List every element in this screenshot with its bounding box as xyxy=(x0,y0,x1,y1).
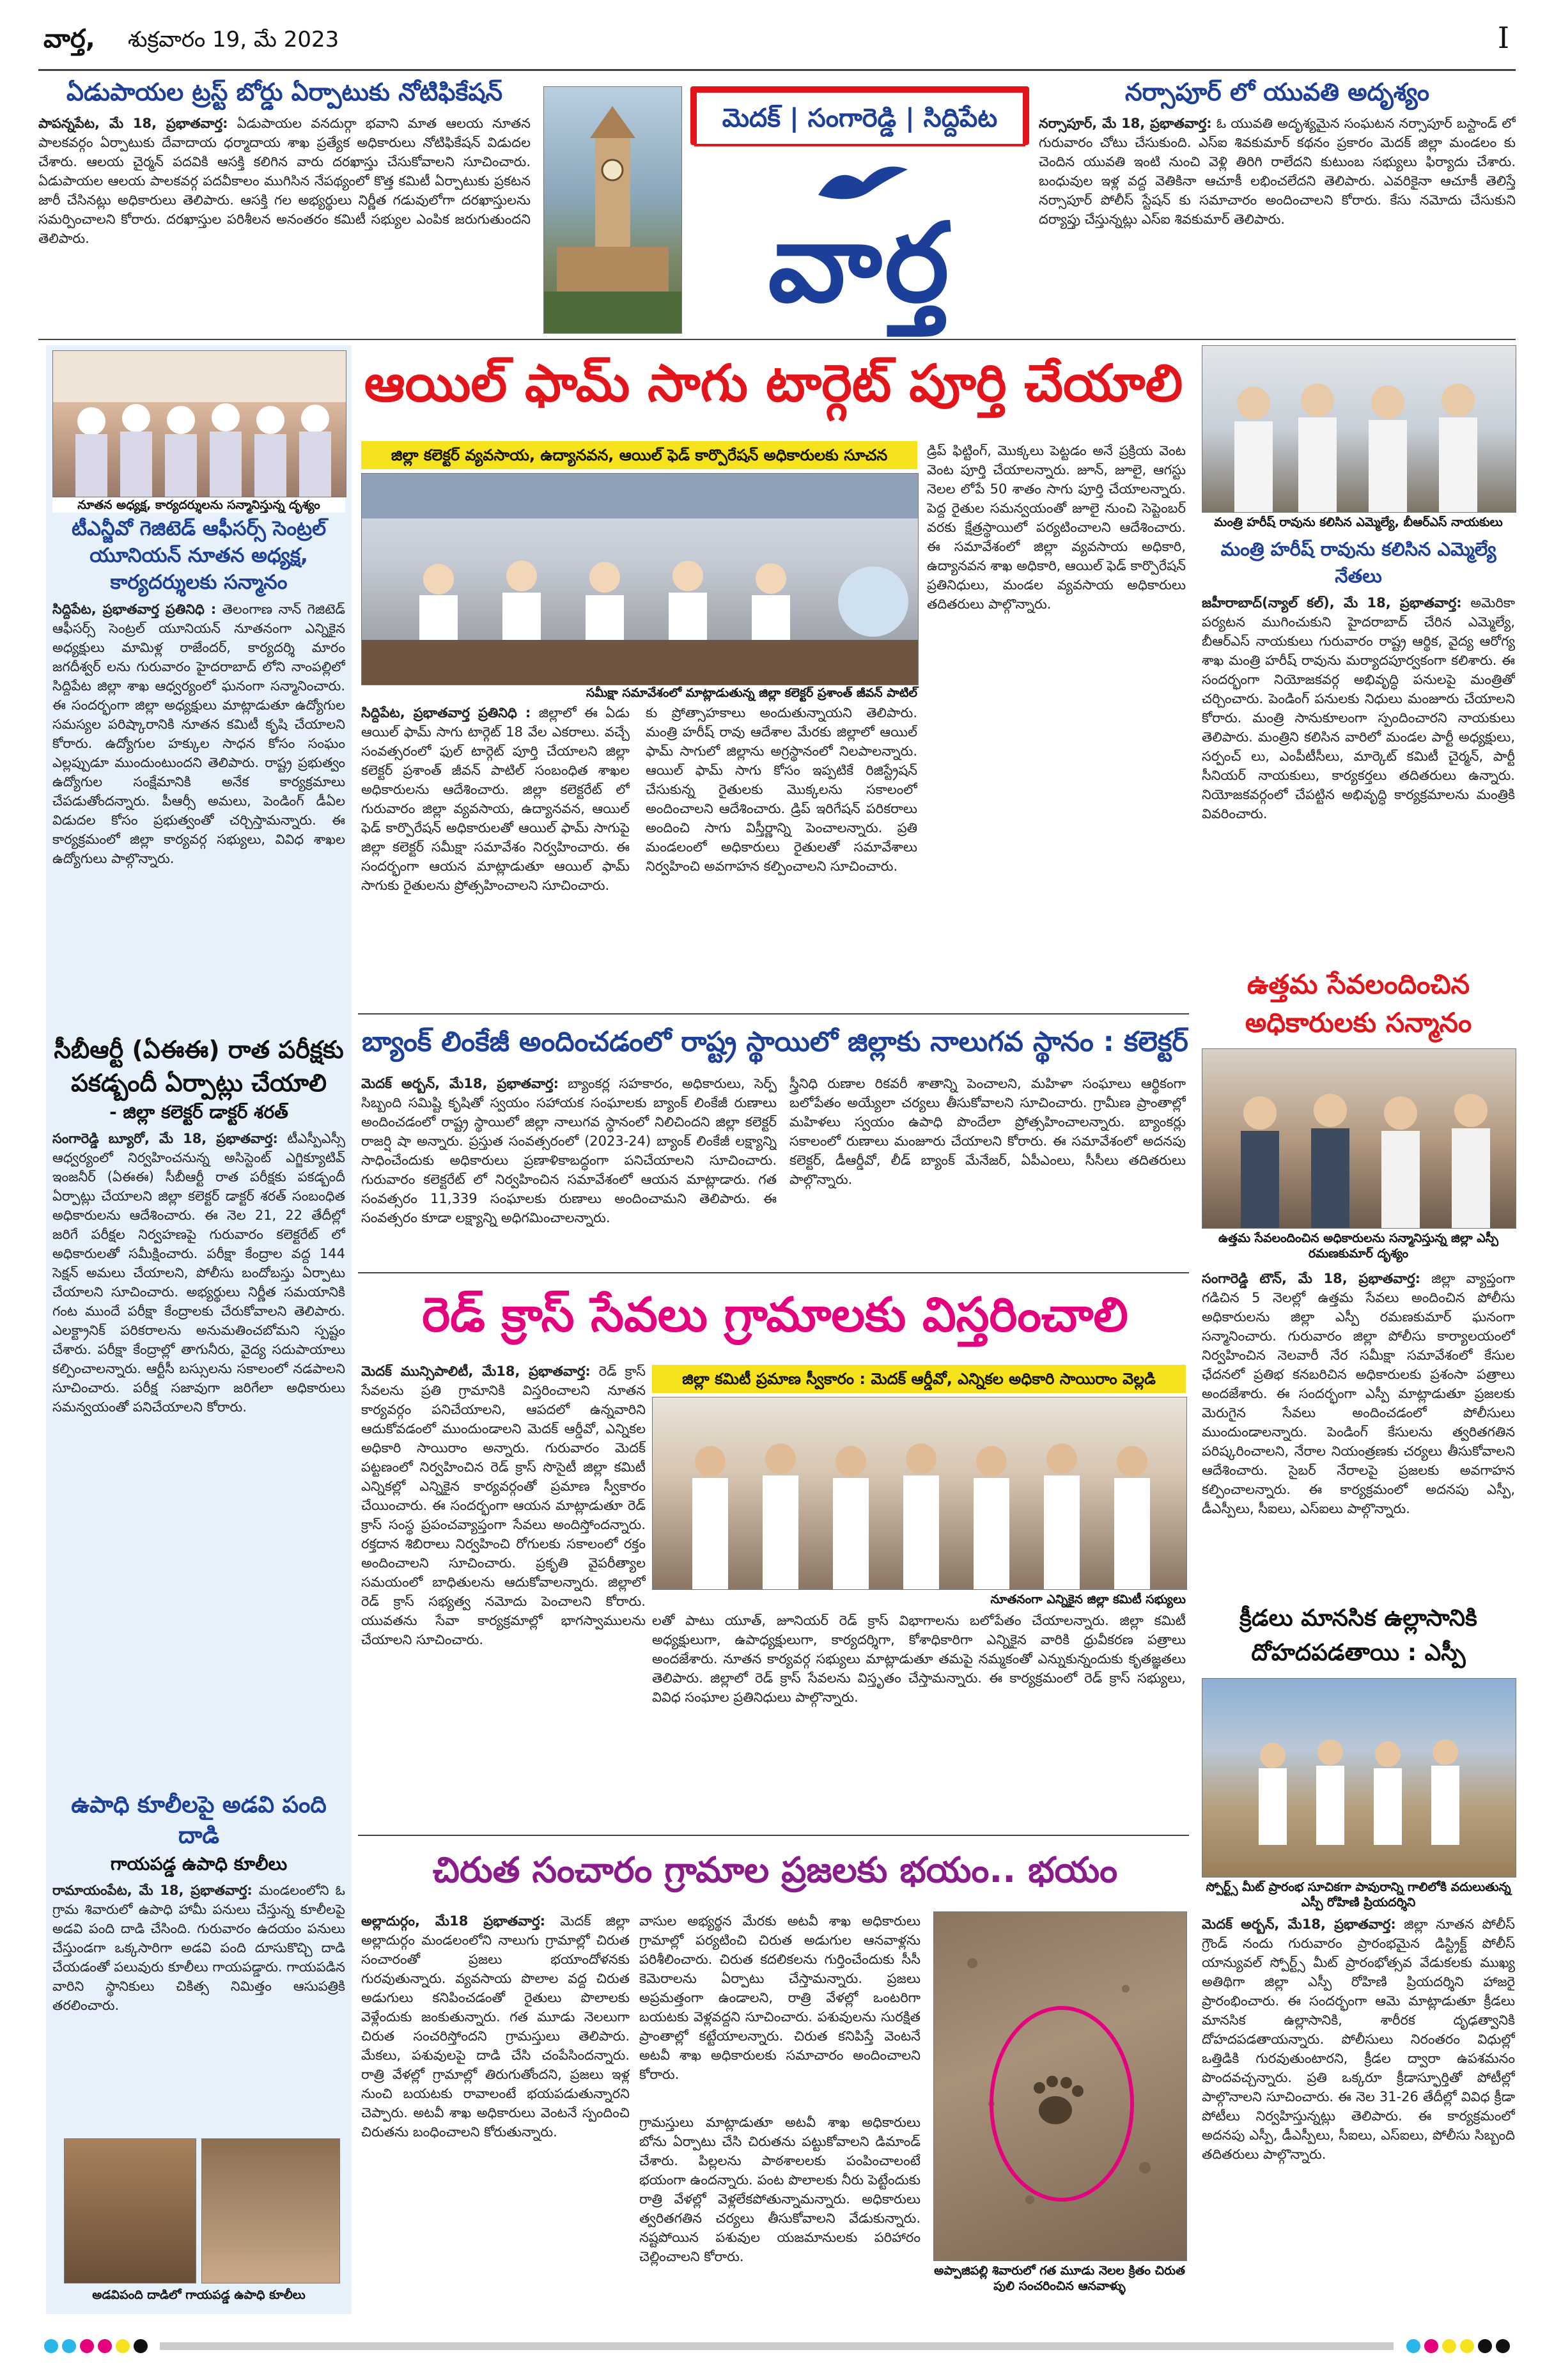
article-body xyxy=(361,703,630,1004)
body-text: అమెరికా పర్యటన ముగించుకుని హైదరాబాద్ చేరిన ఎమ్మెల్యే, బీఆర్ఎస్ నాయకులు గురువారం రాష్ట్ర ఆర్థిక, వైద్య ఆరోగ్య శాఖ మంత్రి హరీష్ రావును మర్యాదపూర్వకంగా కలిశారు. ఈ సందర్భంగా నియోజకవర్గ అభివృద్ధి పనులపై మంత్రితో చర్చించారు. పెండింగ్ పనులకు నిధులు మంజూరు చేయాలని కోరారు. మంత్రి సానుకూలంగా స్పందించారని నాయకులు తెలిపారు. మంత్రిని కలిసిన వారిలో మండల పార్టీ అధ్యక్షులు, సర్పంచ్ లు, ఎంపీటీసీలు, మార్కెట్ కమిటీ చైర్మన్, పార్టీ సీనియర్ నాయకులు, కార్యకర్తలు తదితరులు ఉన్నారు. నియోజకవర్గంలో చేపట్టిన అభివృద్ధి కార్యక్రమాలను మంత్రికి వివరించారు. xyxy=(1202,595,1515,821)
sports-headline: క్రీడలు మానసిక ఉల్లాసానికి దోహదపడతాయి : ఎస్పీ xyxy=(1239,1605,1477,1666)
article-body-col3: గ్రామస్తులు మాట్లాడుతూ అటవీ శాఖ అధికారులు బోను ఏర్పాటు చేసి చిరుతను పట్టుకోవాలని డిమాండ్ చేశారు. పిల్లలను పాఠశాలలకు పంపించాలంటే భయంగా ఉందన్నారు. పంట పొలాలకు నీరు పెట్టేందుకు రాత్రి వేళల్లో వెళ్లలేకపోతున్నామన్నారు. అధికారులు త్వరితగతిన చర్యలు తీసుకోవాలని వేడుకున్నారు. నష్టపోయిన పశువుల యజమానులకు పరిహారం చెల్లించాలని కోరారు. xyxy=(639,2115,921,2264)
section-rule xyxy=(358,1272,1189,1273)
section-rule xyxy=(38,339,1516,340)
oil-palm-photo xyxy=(361,473,919,685)
dateline: అల్లాదుర్గం, మే18 ప్రభాతవార్త: xyxy=(361,1913,545,1929)
dateline: మెదక్ మున్సిపాలిటీ, మే18, ప్రభాతవార్త: xyxy=(361,1364,591,1379)
body-text: జిల్లాలో ఈ ఏడు ఆయిల్ ఫామ్ సాగు టార్గెట్ 18 వేల ఎకరాలు. వచ్చే సంవత్సరంలో ఫుల్ టార్గెట్ పూర్తి చేయాలని జిల్లా కలెక్టర్ ప్రశాంత్ జీవన్ పాటిల్ సంబంధిత శాఖల అధికారులను ఆదేశించారు. జిల్లా కలెక్టరేట్ లో గురువారం జిల్లా వ్యవసాయ, ఉద్యానవన, ఆయిల్ ఫెడ్ కార్పొరేషన్ అధికారులతో ఆయిల్ ఫామ్ సాగుపై జిల్లా కలెక్టర్ సమీక్షా సమావేశం నిర్వహించారు. ఈ సందర్భంగా ఆయన మాట్లాడుతూ ఆయిల్ ఫామ్ సాగుకు రైతులను ప్రోత్సహించాలని సూచించారు. xyxy=(361,705,630,893)
headline: నర్సాపూర్ లో యువతి అదృశ్యం xyxy=(1124,78,1430,106)
article-body xyxy=(361,1362,646,1828)
leopard-headline: చిరుత సంచారం గ్రామాల ప్రజలకు భయం.. భయం xyxy=(432,1849,1118,1890)
article-body xyxy=(52,600,345,1028)
issue-date: శుక్రవారం 19, మే 2023 xyxy=(128,27,339,52)
sports-photo xyxy=(1202,1678,1516,1878)
body-text: జిల్లా వ్యాప్తంగా గడిచిన 5 నెలల్లో ఉత్తమ సేవలు అందించిన పోలీసు అధికారులను జిల్లా ఎస్పీ రమణకుమార్ ఘనంగా సన్మానించారు. గురువారం జిల్లా పోలీసు కార్యాలయంలో నిర్వహించిన నెలవారీ నేర సమీక్షా సమావేశంలో కేసుల ఛేదనలో ప్రతిభ కనబరిచిన అధికారులకు ప్రశంసా పత్రాలు అందజేశారు. ఈ సందర్భంగా ఎస్పీ మాట్లాడుతూ ప్రజలకు మెరుగైన సేవలు అందించడంలో పోలీసులు ముందుండాలన్నారు. పెండింగ్ కేసులను త్వరితగతిన పరిష్కరించాలని, నేరాల నియంత్రణకు చర్యలు తీసుకోవాలని ఆదేశించారు. సైబర్ నేరాలపై ప్రజలకు అవగాహన కల్పించాలన్నారు. ఈ కార్యక్రమంలో అదనపు ఎస్పీ, డీఎస్పీలు, సీఐలు, ఎస్ఐలు పాల్గొన్నారు. xyxy=(1202,1271,1515,1516)
district-banner-text: మెదక్ | సంగారెడ్డి | సిద్దిపేట xyxy=(694,90,1025,146)
article-trust-board xyxy=(38,75,531,334)
dateline: సంగారెడ్డి టౌన్, మే 18, ప్రభాతవార్త: xyxy=(1202,1271,1421,1286)
dateline: నర్సాపూర్, మే 18, ప్రభాతవార్త: xyxy=(1039,116,1212,131)
article-sports-body xyxy=(1202,1915,1515,2308)
dateline: మెదక్ అర్బన్, మే18, ప్రభాతవార్త: xyxy=(361,1076,559,1091)
body-text: టీఎస్పీఎస్సీ ఆధ్వర్యంలో నిర్వహించనున్న అసిస్టెంట్ ఎగ్జిక్యూటివ్ ఇంజనీర్ (ఏఈఈ) సీబీఆర్టీ రాత పరీక్షకు పకడ్బందీ ఏర్పాట్లు చేయాలని జిల్లా కలెక్టర్ డాక్టర్ శరత్ సంబంధిత అధికారులను ఆదేశించారు. ఈ నెల 21, 22 తేదీల్లో జరిగే పరీక్షల నిర్వహణపై గురువారం కలెక్టరేట్ లో అధికారులతో సమీక్షించారు. పరీక్షా కేంద్రాల వద్ద 144 సెక్షన్ అమలు చేయాలని, పోలీసు బందోబస్తు ఏర్పాటు చేయాలని సూచించారు. అభ్యర్థులు నిర్ణీత సమయానికి గంట ముందే పరీక్షా కేంద్రాలకు చేరుకోవాలని తెలిపారు. ఎలక్ట్రానిక్ పరికరాలను అనుమతించబోమని స్పష్టం చేశారు. పరీక్షా కేంద్రాల్లో తాగునీరు, వైద్య సదుపాయాలు కల్పించాలన్నారు. ఆర్టీసీ బస్సులను సకాలంలో నడపాలని సూచించారు. పరీక్ష సజావుగా జరిగేలా అధికారులు సమన్వయంతో పనిచేయాలని కోరారు. xyxy=(52,1131,345,1415)
article-body-col2: వాసుల అభ్యర్థన మేరకు అటవీ శాఖ అధికారులు గ్రామాల్లో పర్యటించి చిరుత అడుగుల ఆనవాళ్లను పరిశీలించారు. చిరుత కదలికలను గుర్తించేందుకు సీసీ కెమెరాలను ఏర్పాటు చేస్తామన్నారు. ప్రజలు అప్రమత్తంగా ఉండాలని, రాత్రి వేళల్లో ఒంటరిగా బయటకు వెళ్లవద్దని సూచించారు. పశువులను సురక్షిత ప్రాంతాల్లో కట్టేయాలన్నారు. చిరుత కనిపిస్తే వెంటనే అటవీ శాఖ అధికారులకు సమాచారం అందించాలని కోరారు. xyxy=(639,1913,921,2082)
headline: టీఎన్జీవో గెజిటెడ్ ఆఫీసర్స్ సెంట్రల్ యూనియన్ నూతన అధ్యక్ష, కార్యదర్శులకు సన్మానం xyxy=(71,517,327,594)
article-upadhi xyxy=(52,1790,345,2135)
footer-registration-bar xyxy=(38,2327,1516,2365)
subhead: గాయపడ్డ ఉపాధి కూలీలు xyxy=(110,1853,288,1874)
photo-caption: అప్పాజిపల్లి శివారులో గత మూడు నెలల క్రితం చిరుత పులి సంచరించిన ఆనవాళ్ళు xyxy=(934,2264,1185,2293)
headline: ఏడుపాయల ట్రస్ట్ బోర్డు ఏర్పాటుకు నోటిఫికేషన్ xyxy=(66,78,503,106)
body-text: బ్యాంకర్ల సహకారం, అధికారులు, సెర్ప్ సిబ్బంది సమిష్టి కృషితో స్వయం సహాయక సంఘాలకు బ్యాంక్ లింకేజీ రుణాలు అందించడంలో రాష్ట్ర స్థాయిలో జిల్లా నాలుగవ స్థానంలో నిలిచిందని జిల్లా కలెక్టర్ రాజర్షి షా అన్నారు. ప్రస్తుత సంవత్సరంలో (2023-24) బ్యాంక్ లింకేజీ లక్ష్యాన్ని సాధించేందుకు అధికారులు ప్రణాళికాబద్ధంగా పనిచేయాలని సూచించారు. గురువారం కలెక్టరేట్ లో నిర్వహించిన సమావేశంలో ఆయన మాట్లాడారు. గత సంవత్సరం 11,339 సంఘాలకు రుణాలు అందించామని తెలిపారు. ఈ సంవత్సరం కూడా లక్ష్యాన్ని అధిగమించాలన్నారు. xyxy=(361,1076,777,1225)
dateline: పాపన్నపేట, మే 18, ప్రభాతవార్త: xyxy=(38,116,228,131)
article-body xyxy=(52,1129,345,1778)
article-body-col3: డ్రిప్ ఫిట్టింగ్, మొక్కలు పెట్టడం అనే ప్రక్రియ వెంట వెంట పూర్తి చేయాలన్నారు. జూన్, జూలై, ఆగస్టు నెలల లోపే 50 శాతం సాగు పూర్తి చేయాలన్నారు. పెద్ద రైతుల సమన్వయంతో జూలై నుంచి సెప్టెంబర్ వరకు క్షేత్రస్థాయిలో పర్యటించాలని ఆదేశించారు. ఈ సమావేశంలో జిల్లా వ్యవసాయ అధికారి, ఉద్యానవన శాఖ అధికారి, ఆయిల్ ఫెడ్ కార్పొరేషన్ ప్రతినిధులు, మండల వ్యవసాయ అధికారులు తదితరులు పాల్గొన్నారు. xyxy=(927,443,1186,612)
body-text: జిల్లా నూతన పోలీస్ గ్రౌండ్ నందు గురువారం ప్రారంభమైన డిస్ట్రిక్ట్ పోలీస్ యాన్యువల్ స్పోర్ట్స్ మీట్ ప్రారంభోత్సవ వేడుకలకు ముఖ్య అతిథిగా జిల్లా ఎస్పీ రోహిణి ప్రియదర్శిని హాజరై ప్రారంభించారు. ఈ సందర్భంగా ఆమె మాట్లాడుతూ క్రీడలు మానసిక ఉల్లాసానికి, శారీరక దృఢత్వానికి దోహదపడతాయన్నారు. పోలీసులు నిరంతరం విధుల్లో ఒత్తిడికి గురవుతుంటారని, క్రీడల ద్వారా ఉపశమనం పొందవచ్చన్నారు. ప్రతి ఒక్కరూ క్రీడాస్ఫూర్తితో పోటీల్లో పాల్గొనాలని సూచించారు. ఈ నెల 31-26 తేదీల్లో వివిధ క్రీడా పోటీలు నిర్వహిస్తున్నట్లు తెలిపారు. ఈ కార్యక్రమంలో అదనపు ఎస్పీ, డీఎస్పీలు, సీఐలు, ఎస్ఐలు, పోలీసు సిబ్బంది తదితరులు పాల్గొన్నారు. xyxy=(1202,1917,1515,2162)
oil-palm-headline: ఆయిల్ ఫామ్ సాగు టార్గెట్ పూర్తి చేయాలి xyxy=(364,354,1183,413)
article-body xyxy=(38,114,531,331)
article-cbrt xyxy=(52,1033,345,1784)
photo-caption: నూతన అధ్యక్ష, కార్యదర్శులను సన్మానిస్తున్న దృశ్యం xyxy=(52,497,345,513)
headline: మంత్రి హరీష్ రావును కలిసిన ఎమ్మెల్యే నేతలు xyxy=(1220,538,1496,587)
article-honour-body xyxy=(1202,1269,1515,1592)
redcross-headline: రెడ్ క్రాస్ సేవలు గ్రామాలకు విస్తరించాలి xyxy=(422,1287,1128,1342)
leopard-pugmark-photo xyxy=(933,1911,1187,2261)
photo-caption: మంత్రి హరీష్ రావును కలిసిన ఎమ్మెల్యే, బీఆర్ఎస్ నాయకులు xyxy=(1202,515,1515,530)
dateline: జహీరాబాద్(న్యాల్ కల్), మే 18, ప్రభాతవార్త: xyxy=(1202,595,1462,611)
bank-headline: బ్యాంక్ లింకేజీ అందించడంలో రాష్ట్ర స్థాయిలో జిల్లాకు నాలుగవ స్థానం : కలెక్టర్ xyxy=(362,1026,1188,1058)
article-body-col2: కు ప్రోత్సాహకాలు అందుతున్నాయని తెలిపారు. మంత్రి హరీష్ రావు ఆదేశాల మేరకు జిల్లాలో ఆయిల్ ఫామ్ సాగులో జిల్లాను అగ్రస్థానంలో నిలపాలన్నారు. ఆయిల్ ఫామ్ సాగు కోసం ఇప్పటికే రిజిస్ట్రేషన్ చేసుకున్న రైతులకు మొక్కలను సకాలంలో అందించాలని ఆదేశించారు. డ్రిప్ ఇరిగేషన్ పరికరాలు అందించి సాగు విస్తీర్ణాన్ని పెంచాలన్నారు. ప్రతి మండలంలో అధికారులు రైతులతో సమావేశాలు నిర్వహించి అవగాహన కల్పించాలని సూచించారు. xyxy=(646,705,917,874)
paper-name: వార్త, xyxy=(43,24,95,54)
masthead-rule xyxy=(38,69,1516,71)
article-body xyxy=(1202,593,1515,977)
redcross-photo xyxy=(652,1397,1187,1590)
oil-palm-subhead: జిల్లా కలెక్టర్ వ్యవసాయ, ఉద్యానవన, ఆయిల్ ఫెడ్ కార్పొరేషన్ అధికారులకు సూచన xyxy=(361,441,917,469)
article-narsapur xyxy=(1039,75,1516,334)
body-text: ఓ యువతి అదృశ్యమైన సంఘటన నర్సాపూర్ బస్టాండ్ లో గురువారం చోటు చేసుకుంది. ఎస్ఐ శివకుమార్ కథనం ప్రకారం మెదక్ జిల్లా మండలం కు చెందిన యువతి ఇంటి నుంచి వెళ్లి తిరిగి రాలేదని కుటుంబ సభ్యులు ఫిర్యాదు చేశారు. బంధువుల ఇళ్ల వద్ద వెతికినా ఆచూకీ లభించలేదని తెలిపారు. ఎవరికైనా ఆచూకీ తెలిస్తే నర్సాపూర్ పోలీస్ స్టేషన్ కు సమాచారం అందించాలని కోరారు. కేసు నమోదు చేసుకుని దర్యాప్తు చేస్తున్నట్లు ఎస్ఐ శివకుమార్ తెలిపారు. xyxy=(1039,116,1516,227)
dateline: సిద్దిపేట, ప్రభాతవార్త ప్రతినిధి : xyxy=(361,705,531,720)
body-text: తెలంగాణ నాన్ గెజిటెడ్ ఆఫీసర్స్ సెంట్రల్ యూనియన్ నూతనంగా ఎన్నికైన అధ్యక్షులు మామిళ్ల రాజేందర్, కార్యదర్శి మారం జగదీశ్వర్ లను గురువారం హైదరాబాద్ లోని నాంపల్లిలో సిద్దిపేట జిల్లా శాఖ ఆధ్వర్యంలో ఘనంగా సన్మానించారు. ఈ సందర్భంగా జిల్లా అధ్యక్షులు మాట్లాడుతూ ఉద్యోగుల సమస్యల పరిష్కారానికి నూతన కమిటీ కృషి చేయాలని కోరారు. ఉద్యోగుల హక్కుల సాధన కోసం సంఘం ఎల్లప్పుడూ ముందుంటుందని తెలిపారు. రాష్ట్ర ప్రభుత్వం ఉద్యోగుల సంక్షేమానికి అనేక కార్యక్రమాలు చేపడుతోందన్నారు. పీఆర్సీ అమలు, పెండింగ్ డీఏల విడుదల కోసం ప్రభుత్వంతో చర్చిస్తామన్నారు. ఈ కార్యక్రమంలో జిల్లా కార్యవర్గ సభ్యులు, వివిధ శాఖల ఉద్యోగులు పాల్గొన్నారు. xyxy=(52,602,345,866)
section-rule xyxy=(358,1013,1189,1015)
section-rule xyxy=(358,1835,1189,1836)
article-tngo xyxy=(52,515,345,1030)
headline: ఉపాధి కూలీలపై అడవి పంది దాడి xyxy=(71,1792,327,1849)
photo-caption: నూతనంగా ఎన్నికైన జిల్లా కమిటీ సభ్యులు xyxy=(780,1592,1186,1607)
article-body xyxy=(361,1911,630,2311)
masthead xyxy=(38,13,1516,64)
body-text: మెదక్ జిల్లా అల్లాదుర్గం మండలంలోని నాలుగు గ్రామాల్లో చిరుత సంచారంతో ప్రజలు భయాందోళనకు గురవుతున్నారు. వ్యవసాయ పొలాల వద్ద చిరుత అడుగులు కనిపించడంతో రైతులు పొలాలకు వెళ్లేందుకు జంకుతున్నారు. గత మూడు నెలలుగా చిరుత సంచరిస్తోందని గ్రామస్తులు తెలిపారు. మేకలు, పశువులపై దాడి చేసి చంపేసిందన్నారు. రాత్రి వేళల్లో గ్రామాల్లో తిరుగుతోందని, ప్రజలు ఇళ్ల నుంచి బయటకు రావాలంటే భయపడుతున్నారని చెప్పారు. అటవీ శాఖ అధికారులు వెంటనే స్పందించి చిరుతను బంధించాలని కోరుతున్నారు. xyxy=(361,1913,630,2140)
headline: సీబీఆర్టీ (ఏఈఈ) రాత పరీక్షకు పకడ్బందీ ఏర్పాట్లు చేయాలి xyxy=(54,1036,344,1097)
article-body xyxy=(52,1881,345,2149)
logo-photo xyxy=(543,86,682,334)
body-text: ఏడుపాయల వనదుర్గా భవాని మాత ఆలయ నూతన పాలకవర్గం ఏర్పాటుకు దేవాదాయ ధర్మాదాయ శాఖ ప్రత్యేక అధికారులు నోటిఫికేషన్ విడుదల చేశారు. ఆలయ చైర్మన్ పదవికి ఆసక్తి కలిగిన వారు దరఖాస్తు చేసుకోవాలని సూచించారు. ఏడుపాయల ఆలయ పాలకవర్గ పదవీకాలం ముగిసిన నేపథ్యంలో కొత్త కమిటీ ఏర్పాటుకు ప్రకటన జారీ చేసినట్లు అధికారులు తెలిపారు. ఆసక్తి గల అభ్యర్థులు నిర్ణీత గడువులోగా దరఖాస్తులను సమర్పించాలని కోరారు. దరఖాస్తుల పరిశీలన అనంతరం కమిటీ సభ్యుల ఎంపిక జరుగుతుందని తెలిపారు. xyxy=(38,116,531,246)
tngo-photo xyxy=(52,350,346,497)
upadhi-photo-right xyxy=(201,2138,340,2283)
dateline: మెదక్ అర్బన్, మే18, ప్రభాతవార్త: xyxy=(1202,1917,1396,1932)
article-body xyxy=(1039,114,1516,328)
article-body xyxy=(361,1074,777,1266)
redcross-subhead: జిల్లా కమిటీ ప్రమాణ స్వీకారం : మెదక్ ఆర్డీవో, ఎన్నికల అధికారి సాయిరాం వెల్లడి xyxy=(652,1365,1186,1393)
photo-caption: ఉత్తమ సేవలందించిన అధికారులను సన్మానిస్తున్న జిల్లా ఎస్పీ రమణకుమార్ దృశ్యం xyxy=(1202,1231,1515,1261)
logo-block xyxy=(543,86,1029,332)
honour-headline: ఉత్తమ సేవలందించిన అధికారులకు సన్మానం xyxy=(1245,968,1472,1038)
dateline: సంగారెడ్డి బ్యూరో, మే 18, ప్రభాతవార్త: xyxy=(52,1131,278,1146)
photo-caption: అడవిపంది దాడిలో గాయపడ్డ ఉపాధి కూలీలు xyxy=(92,2288,306,2302)
district-banner xyxy=(690,86,1029,145)
photo-caption: సమీక్షా సమావేశంలో మాట్లాడుతున్న జిల్లా కలెక్టర్ ప్రశాంత్ జీవన్ పాటిల్ xyxy=(511,685,917,701)
article-harish xyxy=(1202,536,1515,958)
logo-wordmark: వార్త xyxy=(768,200,952,327)
harish-photo xyxy=(1202,345,1516,513)
page-number: I xyxy=(1497,20,1509,55)
dateline: రామాయంపేట, మే 18, ప్రభాతవార్త: xyxy=(52,1883,253,1898)
article-body-col2: స్త్రీనిధి రుణాల రికవరీ శాతాన్ని పెంచాలని, మహిళా సంఘాలు ఆర్థికంగా బలోపేతం అయ్యేలా చర్యలు తీసుకోవాలని సూచించారు. గ్రామీణ ప్రాంతాల్లో మహిళలు స్వయం ఉపాధి పొందేలా ప్రోత్సహించాలన్నారు. బ్యాంకర్లు సకాలంలో రుణాలు మంజూరు చేయాలని కోరారు. ఈ సమావేశంలో అదనపు కలెక్టర్, డీఆర్డీవో, లీడ్ బ్యాంక్ మేనేజర్, ఏపీఎంలు, సీసీలు తదితరులు పాల్గొన్నారు. xyxy=(789,1076,1186,1187)
dateline: సిద్దిపేట, ప్రభాతవార్త ప్రతినిధి : xyxy=(52,602,217,617)
clock-tower-illustration xyxy=(544,87,681,333)
body-text: రెడ్ క్రాస్ సేవలను ప్రతి గ్రామానికి విస్తరించాలని నూతన కార్యవర్గం పనిచేయాలని, ఆపదలో ఉన్నవారిని ఆదుకోవడంలో ముందుండాలని మెదక్ ఆర్డీవో, ఎన్నికల అధికారి సాయిరాం అన్నారు. గురువారం మెదక్ పట్టణంలో నిర్వహించిన రెడ్ క్రాస్ సొసైటీ జిల్లా కమిటీ ఎన్నికల్లో ఎన్నికైన కార్యవర్గంతో ప్రమాణ స్వీకారం చేయించారు. ఈ సందర్భంగా ఆయన మాట్లాడుతూ రెడ్ క్రాస్ సంస్థ ప్రపంచవ్యాప్తంగా సేవలు అందిస్తోందన్నారు. రక్తదాన శిబిరాలు నిర్వహించి రోగులకు సకాలంలో రక్తం అందించాలని సూచించారు. ప్రకృతి వైపరీత్యాల సమయంలో బాధితులను ఆదుకోవాలన్నారు. జిల్లాలో రెడ్ క్రాస్ సభ్యత్వ నమోదు పెంచాలని కోరారు. యువతను సేవా కార్యక్రమాల్లో భాగస్వాములను చేయాలని సూచించారు. xyxy=(361,1364,646,1647)
honour-photo xyxy=(1202,1048,1516,1229)
upadhi-photo-left xyxy=(64,2138,196,2283)
body-text: మండలంలోని ఓ గ్రామ శివారులో ఉపాధి హామీ పనులు చేస్తున్న కూలీలపై అడవి పంది దాడి చేసింది. గురువారం ఉదయం పనులు చేస్తుండగా ఒక్కసారిగా అడవి పంది దూసుకొచ్చి దాడి చేయడంతో పలువురు కూలీలు గాయపడ్డారు. గాయపడిన వారిని స్థానికులు చికిత్స నిమిత్తం ఆసుపత్రికి తరలించారు. xyxy=(52,1883,345,2013)
byline: - జిల్లా కలెక్టర్ డాక్టర్ శరత్ xyxy=(109,1101,288,1123)
photo-caption: స్పోర్ట్స్ మీట్ ప్రారంభ సూచికగా పావురాన్ని గాలిలోకి వదులుతున్న ఎస్పీ రోహిణి ప్రియదర్శిని xyxy=(1202,1879,1515,1910)
article-body-col2: లతో పాటు యూత్, జూనియర్ రెడ్ క్రాస్ విభాగాలను బలోపేతం చేయాలన్నారు. జిల్లా కమిటీ అధ్యక్షులుగా, ఉపాధ్యక్షులుగా, కార్యదర్శిగా, కోశాధికారిగా ఎన్నికైన వారికి ధ్రువీకరణ పత్రాలు అందజేశారు. నూతన కార్యవర్గ సభ్యులు మాట్లాడుతూ తమపై నమ్మకంతో ఎన్నుకున్నందుకు కృతజ్ఞతలు తెలిపారు. జిల్లాలో రెడ్ క్రాస్ సేవలను విస్తృతం చేస్తామన్నారు. ఈ కార్యక్రమంలో రెడ్ క్రాస్ సభ్యులు, వివిధ సంఘాల ప్రతినిధులు పాల్గొన్నారు. xyxy=(652,1613,1186,1705)
